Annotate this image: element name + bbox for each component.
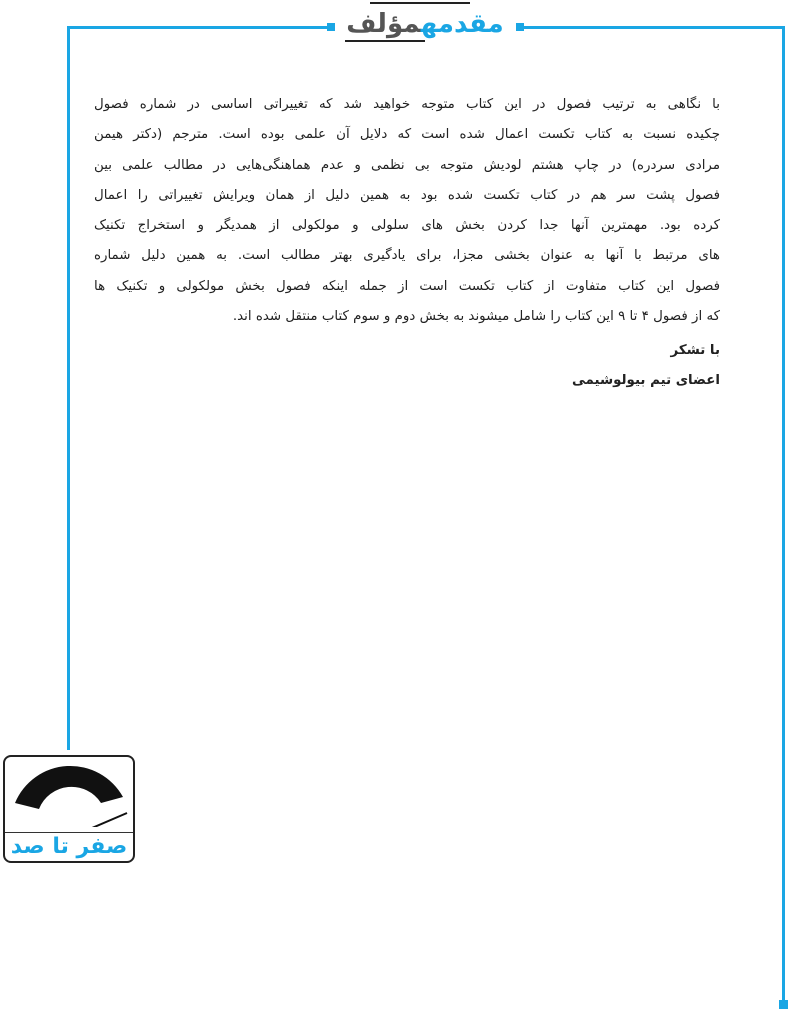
signature-team: اعضای تیم بیولوشیمی (571, 373, 720, 388)
frame-end-square (779, 1000, 788, 1009)
signature-thanks: با تشکر (670, 343, 720, 358)
paragraph-line: با نگاهی به ترتیب فصول در این کتاب متوجه خواهید شد که تغییراتی اساسی در شماره فصول (94, 97, 720, 112)
paragraph-line: مرادی سردره) در چاپ هشتم لودیش متوجه بی نظمی و عدم هماهنگی‌هایی در مطالب علمی بین (94, 157, 720, 173)
paragraph-line: فصول پشت سر هم در کتاب تکست شده بود به همین دلیل از همان ویرایش تغییراتی را اعمال (94, 187, 720, 203)
title-part1: مقدمه (420, 9, 504, 39)
frame-square (516, 23, 524, 31)
title-decoration (370, 2, 470, 4)
logo (3, 755, 135, 863)
paragraph-line: های مرتبط با آنها به عنوان بخشی مجزا، برای یادگیری بهتر مطالب است. به همین دلیل شماره (94, 248, 720, 264)
gauge-icon (5, 757, 133, 827)
frame-square (327, 23, 335, 31)
paragraph-line: چکیده نسبت به کتاب تکست اعمال شده است که دلایل آن علمی بوده است. مترجم (دکتر هیمن (94, 127, 720, 143)
title-decoration (345, 40, 425, 42)
title-part2: مؤلف (346, 9, 421, 39)
logo-divider (5, 832, 133, 833)
preface-paragraph (94, 90, 720, 332)
frame-left-line (67, 26, 70, 750)
paragraph-line: که از فصول ۴ تا ۹ این کتاب را شامل میشوند به بخش دوم و سوم کتاب منتقل شده اند. (232, 309, 720, 325)
frame-top-left-line (67, 26, 329, 29)
frame-top-right-line (518, 26, 785, 29)
page-title (335, 2, 515, 46)
paragraph-line: فصول این کتاب متفاوت از کتاب تکست است از جمله اینکه فصول بخش مولکولی و تکنیک ها (94, 278, 720, 294)
paragraph-line: کرده بود. مهمترین آنها جدا کردن بخش های سلولی و مولکولی از همدیگر و استخراج تکنیک (94, 218, 720, 234)
logo-text: صفر تا صد (10, 834, 128, 859)
frame-right-line (782, 26, 785, 1002)
